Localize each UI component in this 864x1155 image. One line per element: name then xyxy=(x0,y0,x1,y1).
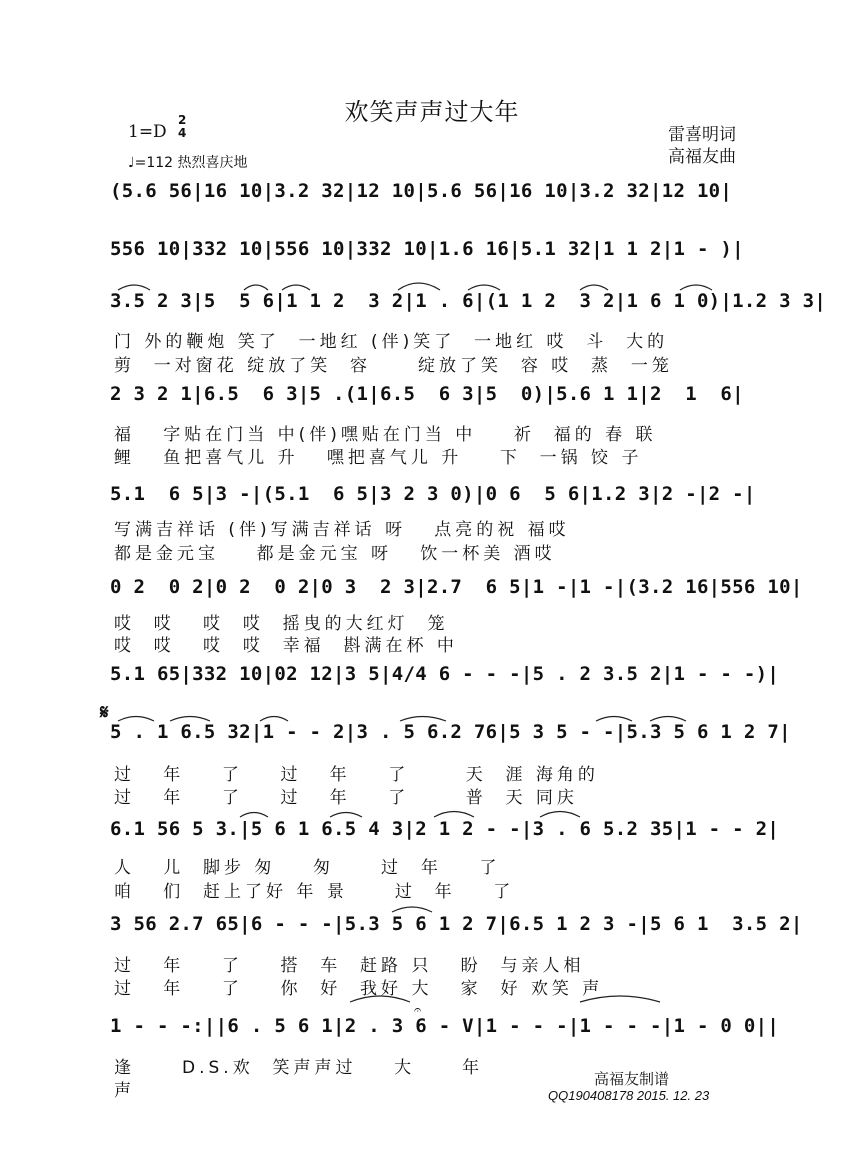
lyric-verse-2: 都是金元宝 都是金元宝 呀 饮一杯美 酒哎 xyxy=(114,544,556,564)
page-title: 欢笑声声过大年 xyxy=(344,98,520,126)
slur xyxy=(540,812,580,818)
slur xyxy=(240,813,268,818)
slur xyxy=(468,285,500,290)
tempo-marking: ♩=112 热烈喜庆地 xyxy=(128,155,248,171)
notation-line: 0 2 0 2|0 2 0 2|0 3 2 3|2.7 6 5|1 -|1 -|(3.2 16|556 10| xyxy=(110,576,803,598)
composer-credit: 高福友曲 xyxy=(668,147,736,167)
fermata-sign: 𝄐 xyxy=(414,1003,422,1018)
slur xyxy=(596,717,632,722)
lyric-verse-2: 过 年 了 过 年 了 普 天 同庆 xyxy=(114,788,578,808)
notation-line: 5 . 1 6.5 32|1 - - 2|3 . 5 6.2 76|5 3 5 - -|5.3 5 6 1 2 7| xyxy=(110,721,791,743)
slur xyxy=(434,812,474,818)
lyric-verse-1: 写满吉祥话 (伴)写满吉祥话 呀 点亮的祝 福哎 xyxy=(114,520,570,540)
lyric-verse-1: 福 字贴在门当 中(伴)嘿贴在门当 中 祈 福的 春 联 xyxy=(114,425,657,445)
slur xyxy=(650,717,686,722)
slur xyxy=(330,813,362,818)
lyricist-credit: 雷喜明词 xyxy=(668,125,736,145)
notation-line: 556 10|332 10|556 10|332 10|1.6 16|5.1 32|1 1 2|1 - )| xyxy=(110,238,744,260)
slur xyxy=(260,717,288,722)
notation-line: 6.1 56 5 3.|5 6 1 6.5 4 3|2 1 2 - -|3 . 6 5.2 35|1 - - 2| xyxy=(110,818,780,840)
notation-line: 5.1 6 5|3 -|(5.1 6 5|3 2 3 0)|0 6 5 6|1.2 3|2 -|2 -| xyxy=(110,483,756,505)
notation-line: 1 - - -:||6 . 5 6 1|2 . 3 6 - V|1 - - -|1 - - -|1 - 0 0|| xyxy=(110,1015,780,1037)
lyric-verse-2: 咱 们 赶上了好 年 景 过 年 了 xyxy=(114,882,515,902)
lyric-verse-1: 过 年 了 搭 车 赶路 只 盼 与亲人相 xyxy=(114,956,585,976)
lyric-verse-1: 过 年 了 过 年 了 天 涯 海角的 xyxy=(114,765,599,785)
key-signature: 1=D xyxy=(128,122,167,142)
slur xyxy=(580,996,660,1002)
segno-sign: 𝄋 xyxy=(100,700,109,724)
slur xyxy=(400,717,446,722)
notation-line: 5.1 65|332 10|02 12|3 5|4/4 6 - - -|5 . 2 3.5 2|1 - - -)| xyxy=(110,663,780,685)
lyric-verse-2: 剪 一对窗花 绽放了笑 容 绽放了笑 容 哎 蒸 一笼 xyxy=(114,356,673,376)
contact-date: QQ190408178 2015. 12. 23 xyxy=(548,1088,710,1103)
time-signature-top: 2 xyxy=(178,113,187,127)
slur xyxy=(118,285,150,290)
lyric-verse-2: 声 xyxy=(114,1081,135,1101)
notation-line: 2 3 2 1|6.5 6 3|5 .(1|6.5 6 3|5 0)|5.6 1 1|2 1 6| xyxy=(110,383,744,405)
slur xyxy=(392,907,432,912)
slur xyxy=(350,996,410,1002)
lyric-verse-2: 哎 哎 哎 哎 幸福 斟满在杯 中 xyxy=(114,636,458,656)
lyric-verse-1: 门 外的鞭炮 笑了 一地红 (伴)笑了 一地红 哎 斗 大的 xyxy=(114,332,669,352)
slur xyxy=(580,285,608,290)
slur xyxy=(680,285,712,290)
lyric-verse-2: 鲤 鱼把喜气儿 升 嘿把喜气儿 升 下 一锅 饺 子 xyxy=(114,448,643,468)
notation-line: 3 56 2.7 65|6 - - -|5.3 5 6 1 2 7|6.5 1 2 3 -|5 6 1 3.5 2| xyxy=(110,913,803,935)
lyric-verse-1: 人 儿 脚步 匆 匆 过 年 了 xyxy=(114,858,501,878)
lyric-verse-2: 过 年 了 你 好 我好 大 家 好 欢笑 声 xyxy=(114,979,604,999)
slur xyxy=(398,283,440,290)
slur xyxy=(170,717,210,722)
slur xyxy=(282,285,310,290)
slur xyxy=(244,285,268,290)
notation-line: 3.5 2 3|5 5 6|1 1 2 3 2|1 . 6|(1 1 2 3 2|1 6 1 0)|1.2 3 3| xyxy=(110,290,827,312)
notation-line: (5.6 56|16 10|3.2 32|12 10|5.6 56|16 10|3.2 32|12 10| xyxy=(110,180,733,202)
lyric-verse-1: 逢 D.S.欢 笑声声过 大 年 xyxy=(114,1058,484,1078)
engraver-credit: 高福友制谱 xyxy=(594,1070,670,1088)
time-signature-bottom: 4 xyxy=(178,126,187,140)
lyric-verse-1: 哎 哎 哎 哎 摇曳的大红灯 笼 xyxy=(114,614,449,634)
slur xyxy=(118,717,154,722)
